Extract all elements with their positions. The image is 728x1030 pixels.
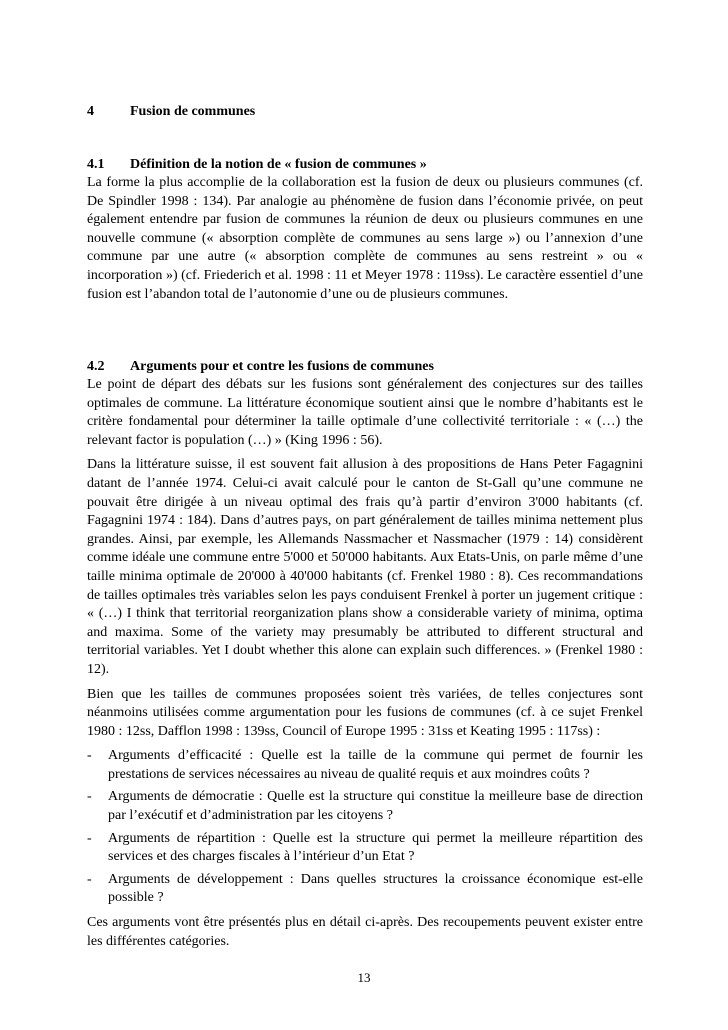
- section-number: 4.1: [87, 157, 105, 172]
- list-item-text: Arguments de démocratie : Quelle est la structure qui constitue la meilleure base de direction par l’exécutif et d’administration par les citoyens ?: [108, 789, 643, 824]
- chapter-title: Fusion de communes: [130, 104, 256, 119]
- section-title: Définition de la notion de « fusion de communes »: [130, 157, 427, 172]
- chapter-number: 4: [87, 104, 94, 119]
- section-number: 4.2: [87, 359, 105, 374]
- section-title: Arguments pour et contre les fusions de communes: [130, 359, 434, 374]
- section-heading: [87, 358, 643, 376]
- paragraph: Dans la littérature suisse, il est souvent fait allusion à des propositions de Hans Peter Fagagnini datant de l’année 1974. Celui-ci avait calculé pour le canton de St-Gall qu’une commune ne pouvait être dirigée à un niveau optimal des frais qu’à partir d’environ 3'000 habitants (cf. Fagagnini 1974 : 184). Dans d’autres pays, on part généralement de tailles minima nettement plus grandes. Ainsi, par exemple, les Allemands Nassmacher et Nassmacher (1979 : 14) considèrent comme idéale une commune entre 5'000 et 50'000 habitants. Aux Etats-Unis, on parle même d’une taille minima optimale de 20'000 à 40'000 habitants (cf. Frenkel 1980 : 8). Ces recommandations de tailles optimales très variables selon les pays conduisent Frenkel à porter un jugement critique : « (…) I think that territorial reorganization plans show a considerable variety of minima, optima and maxima. Some of the variety may presumably be attributed to different structural and territorial variables. Yet I doubt whether this alone can explain such differences. » (Frenkel 1980 : 12).: [87, 457, 643, 677]
- page-number: 13: [357, 970, 371, 985]
- list-item-text: Arguments de répartition : Quelle est la structure qui permet la meilleure répartition des services et des charges fiscales à l’intérieur d’un Etat ?: [108, 830, 643, 865]
- paragraph: Le point de départ des débats sur les fusions sont généralement des conjectures sur des tailles optimales de commune. La littérature économique soutient ainsi que le nombre d’habitants est le critère fondamental pour déterminer la taille optimale d’une collectivité territoriale : « (…) the relevant factor is population (…) » (King 1996 : 56).: [87, 377, 643, 448]
- bullet-dash: -: [87, 789, 92, 805]
- bullet-dash: -: [87, 830, 92, 846]
- section-heading: [87, 156, 643, 174]
- paragraph: Ces arguments vont être présentés plus en détail ci-après. Des recoupements peuvent exister entre les différentes catégories.: [87, 915, 643, 949]
- section-4-1: [87, 156, 643, 304]
- list-item: [87, 871, 643, 908]
- bullet-dash: -: [87, 871, 92, 887]
- paragraph: Bien que les tailles de communes proposées soient très variées, de telles conjectures sont néanmoins utilisées comme argumentation pour les fusions de communes (cf. à ce sujet Frenkel 1980 : 12ss, Dafflon 1998 : 139ss, Council of Europe 1995 : 31ss et Keating 1995 : 117ss) :: [87, 686, 643, 739]
- list-item-text: Arguments d’efficacité : Quelle est la taille de la commune qui permet de fournir les prestations de services nécessaires au niveau de qualité requis et aux moindres coûts ?: [108, 748, 643, 782]
- paragraph: La forme la plus accomplie de la collaboration est la fusion de deux ou plusieurs communes (cf. De Spindler 1998 : 134). Par analogie au phénomène de fusion dans l’économie privée, on peut également entendre par fusion de communes la réunion de deux ou plusieurs communes en une nouvelle commune (« absorption complète de communes au sens large ») ou l’annexion d’une commune par une autre (« absorption complète de communes au sens restreint » ou « incorporation ») (cf. Friederich et al. 1998 : 11 et Meyer 1978 : 119ss). Le caractère essentiel d’une fusion est l’abandon total de l’autonomie d’une ou de plusieurs communes.: [87, 175, 643, 302]
- argument-list: [87, 747, 643, 908]
- section-4-2: [87, 358, 643, 951]
- bullet-dash: -: [87, 748, 92, 764]
- list-item: [87, 788, 643, 825]
- list-item: [87, 830, 643, 867]
- list-item-text: Arguments de développement : Dans quelles structures la croissance économique est-elle possible ?: [108, 871, 643, 906]
- list-item: [87, 747, 643, 784]
- chapter-heading: [87, 103, 255, 121]
